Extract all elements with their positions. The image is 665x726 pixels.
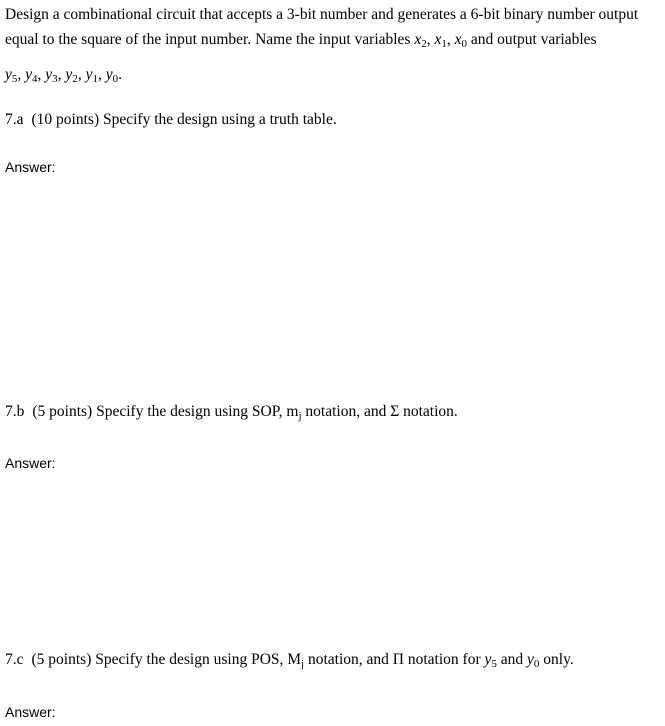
question-7b-m-sub: j — [298, 410, 302, 422]
question-7b-text-1: (5 points) Specify the design using SOP, m — [32, 403, 299, 420]
output-var-y5: $y_5$ — [5, 66, 18, 85]
question-7b-text-2: notation, and Σ notation. — [301, 403, 458, 420]
output-var-y2: $y_2$ — [65, 66, 78, 85]
answer-7b-label: Answer: — [5, 455, 56, 471]
intro-text-2: equal to the square of the input number. Name the input variables — [5, 31, 415, 48]
question-7c-text-2: notation, and Π notation for — [304, 651, 485, 668]
question-7b-number: 7.b — [5, 403, 25, 420]
question-7c-and: and — [496, 651, 528, 668]
question-7c-number: 7.c — [5, 651, 24, 668]
question-7c-M-sub: j — [301, 658, 305, 670]
question-7b — [5, 402, 458, 422]
question-7a — [5, 110, 337, 130]
output-var-y3: $y_3$ — [45, 66, 58, 85]
question-7c-var-y5: $y_5$ — [484, 651, 497, 670]
question-7a-number: 7.a — [5, 111, 24, 128]
input-var-x0: $x_0$ — [454, 31, 468, 50]
question-7c-text-1: (5 points) Specify the design using POS, M — [31, 651, 302, 668]
question-7c — [5, 650, 574, 670]
output-var-y4: $y_4$ — [25, 66, 38, 85]
input-var-x1: $x_1$ — [434, 31, 447, 50]
intro-text-2-suffix: and output variables — [467, 31, 597, 48]
answer-7a-label: Answer: — [5, 159, 56, 175]
input-var-x2: $x_2$ — [414, 31, 427, 50]
question-7c-text-3: only. — [539, 651, 574, 668]
output-var-y0: $y_0$ — [105, 66, 119, 85]
question-7c-var-y0: $y_0$ — [527, 651, 540, 670]
question-7a-text: (10 points) Specify the design using a truth table. — [31, 111, 337, 128]
intro-text-1: Design a combinational circuit that accepts a 3-bit number and generates a 6-bit binary number output — [5, 6, 639, 23]
intro-end-period: . — [118, 66, 122, 83]
intro-line-1 — [5, 5, 638, 25]
intro-line-2: equal to the square of the input number. Name the input variables $x_2$, $x_1$, $x_0$ and output variables — [5, 31, 597, 50]
intro-line-3: $y_5$, $y_4$, $y_3$, $y_2$, $y_1$, $y_0$. — [5, 66, 122, 85]
answer-7c-label: Answer: — [5, 704, 56, 720]
output-var-y1: $y_1$ — [85, 66, 98, 85]
